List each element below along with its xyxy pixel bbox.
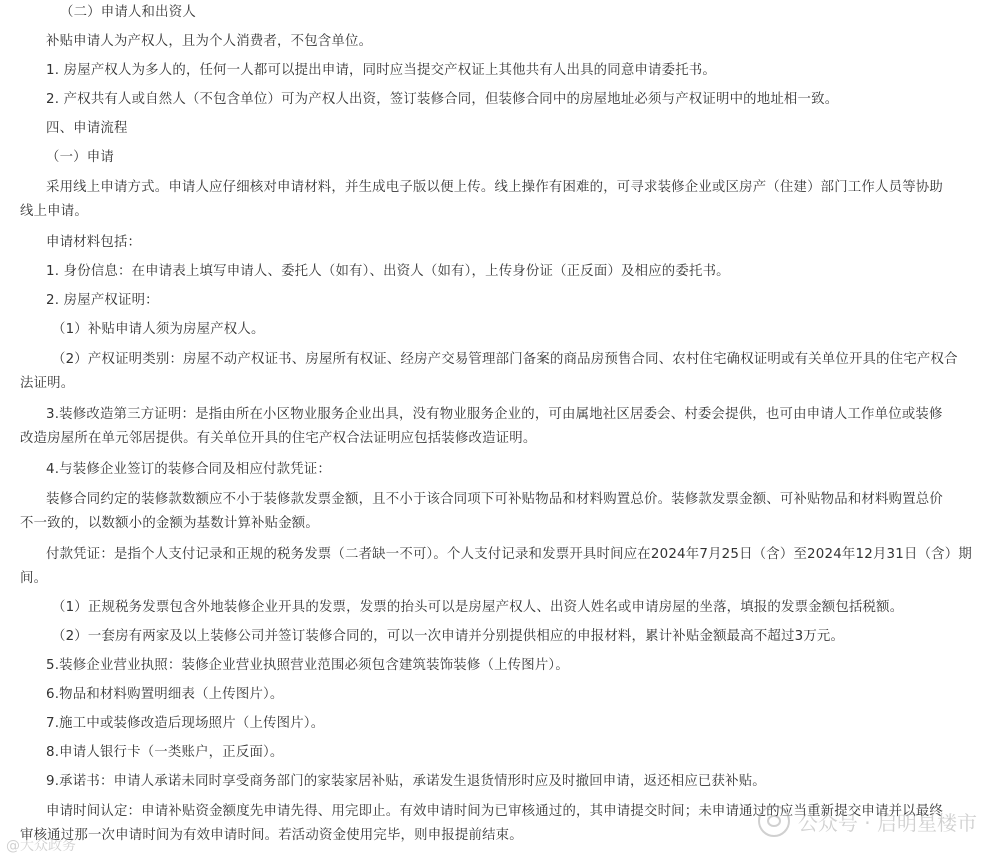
paragraph-continuation: 间。 bbox=[20, 571, 48, 586]
list-item-continuation: 改造房屋所在单元邻居提供。有关单位开具的住宅产权合法证明应包括装修改造证明。 bbox=[20, 431, 537, 446]
list-item-continuation: 法证明。 bbox=[20, 376, 75, 391]
list-item: （1）补贴申请人须为房屋产权人。 bbox=[52, 322, 265, 337]
paragraph: 补贴申请人为产权人，且为个人消费者，不包含单位。 bbox=[46, 34, 373, 49]
paragraph-continuation: 不一致的，以数额小的金额为基数计算补贴金额。 bbox=[20, 516, 319, 531]
paragraph-continuation: 线上申请。 bbox=[20, 204, 88, 219]
paragraph-continuation: 审核通过那一次申请时间为有效申请时间。若活动资金使用完毕，则申报提前结束。 bbox=[20, 828, 523, 843]
list-item: 8.申请人银行卡（一类账户，正反面）。 bbox=[46, 745, 284, 760]
list-item: 1. 身份信息：在申请表上填写申请人、委托人（如有）、出资人（如有），上传身份证（正反面）及相应的委托书。 bbox=[46, 264, 730, 279]
paragraph: 1. 房屋产权人为多人的，任何一人都可以提出申请，同时应当提交产权证上其他共有人出具的同意申请委托书。 bbox=[46, 63, 716, 78]
paragraph: 付款凭证：是指个人支付记录和正规的税务发票（二者缺一不可）。个人支付记录和发票开具时间应在2024年7月25日（含）至2024年12月31日（含）期 bbox=[46, 547, 972, 562]
list-item: 2. 房屋产权证明： bbox=[46, 293, 159, 308]
paragraph: 申请材料包括： bbox=[46, 235, 142, 250]
list-item: 7.施工中或装修改造后现场照片（上传图片）。 bbox=[46, 716, 325, 731]
list-item: 5.装修企业营业执照：装修企业营业执照营业范围必须包含建筑装饰装修（上传图片）。 bbox=[46, 658, 569, 673]
list-item: 3.装修改造第三方证明：是指由所在小区物业服务企业出具，没有物业服务企业的，可由属地社区居委会、村委会提供，也可由申请人工作单位或装修 bbox=[46, 407, 943, 422]
paragraph: 装修合同约定的装修款数额应不小于装修款发票金额，且不小于该合同项下可补贴物品和材料购置总价。装修款发票金额、可补贴物品和材料购置总价 bbox=[46, 492, 943, 507]
list-item: （2）产权证明类别：房屋不动产权证书、房屋所有权证、经房产交易管理部门备案的商品房预售合同、农村住宅确权证明或有关单位开具的住宅产权合 bbox=[52, 352, 958, 367]
list-item: 6.物品和材料购置明细表（上传图片）。 bbox=[46, 687, 284, 702]
list-item: 9.承诺书：申请人承诺未同时享受商务部门的家装家居补贴，承诺发生退货情形时应及时撤回申请，返还相应已获补贴。 bbox=[46, 774, 766, 789]
wechat-logo-icon bbox=[758, 805, 790, 837]
list-item: 4.与装修企业签订的装修合同及相应付款凭证： bbox=[46, 462, 331, 477]
heading-applicant-and-funder: （二）申请人和出资人 bbox=[60, 5, 196, 20]
section-heading-application-process: 四、申请流程 bbox=[46, 121, 128, 136]
watermark-left: @大众政务 bbox=[6, 838, 76, 854]
watermark-text: 公众号 · 启明星楼市 bbox=[797, 810, 977, 835]
list-item: （2）一套房有两家及以上装修公司并签订装修合同的，可以一次申请并分别提供相应的申报材料，累计补贴金额最高不超过3万元。 bbox=[52, 629, 845, 644]
watermark bbox=[758, 805, 977, 837]
list-item: （1）正规税务发票包含外地装修企业开具的发票，发票的抬头可以是房屋产权人、出资人姓名或申请房屋的坐落，填报的发票金额包括税额。 bbox=[52, 600, 904, 615]
paragraph: 采用线上申请方式。申请人应仔细核对申请材料，并生成电子版以便上传。线上操作有困难的，可寻求装修企业或区房产（住建）部门工作人员等协助 bbox=[46, 180, 943, 195]
subsection-heading-apply: （一）申请 bbox=[46, 150, 114, 165]
paragraph: 申请时间认定：申请补贴资金额度先申请先得、用完即止。有效申请时间为已审核通过的，其申请提交时间；未申请通过的应当重新提交申请并以最终 bbox=[46, 804, 943, 819]
paragraph: 2. 产权共有人或自然人（不包含单位）可为产权人出资，签订装修合同，但装修合同中的房屋地址必须与产权证明中的地址相一致。 bbox=[46, 92, 839, 107]
